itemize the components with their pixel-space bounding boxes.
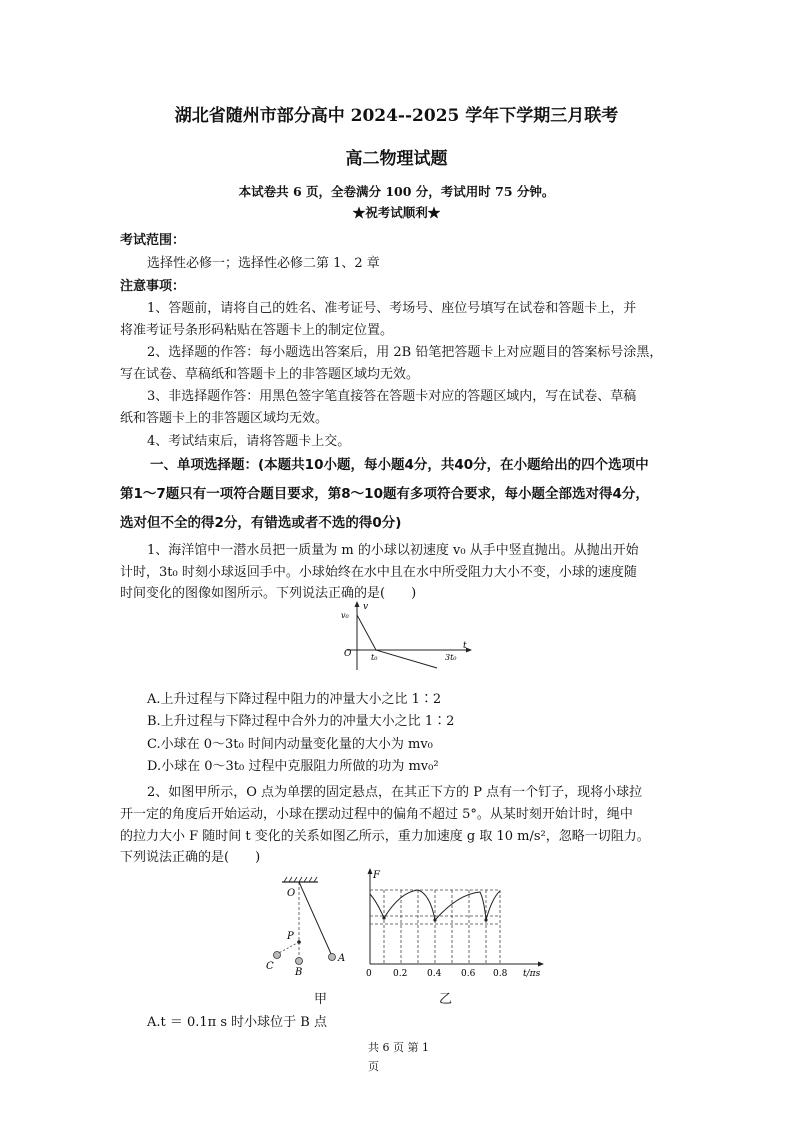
origin-label: O xyxy=(344,649,352,659)
label-o: O xyxy=(287,888,296,899)
q1-option-d: D.小球在 0～3t₀ 过程中克服阻力所做的功为 mv₀² xyxy=(147,759,439,774)
label-p: P xyxy=(287,931,294,942)
swing-left xyxy=(277,942,299,954)
pendulum-figure xyxy=(262,872,354,978)
t-label: t xyxy=(463,641,467,651)
notice-label: 注意事项： xyxy=(120,279,186,294)
ball-b xyxy=(296,958,303,965)
q2-option-a: A.t ＝ 0.1π s 时小球位于 B 点 xyxy=(147,1015,327,1030)
q2-line: 的拉力大小 F 随时间 t 变化的关系如图乙所示，重力加速度 g 取 10 m/s²，忽略一切阻力。 xyxy=(120,829,650,844)
section-heading: 选对但不全的得2分，有错选或者不选的得0分) xyxy=(120,515,402,531)
ball-c xyxy=(274,952,281,959)
label-b: B xyxy=(295,967,303,978)
q2-line: 2、如图甲所示，O 点为单摆的固定悬点，在其正下方的 P 点有一个钉子，现将小球拉 xyxy=(147,785,643,800)
notice-line: 2、选择题的作答：每小题选出答案后，用 2B 铅笔把答题卡上对应题目的答案标号涂黑， xyxy=(147,345,663,360)
origin-0: 0 xyxy=(366,969,372,979)
notice-line: 纸和答题卡上的非答题区域均无效。 xyxy=(120,411,329,426)
notice-line: 1、答题前，请将自己的姓名、准考证号、考场号、座位号填写在试卷和答题卡上，并 xyxy=(147,301,637,316)
v-label: v xyxy=(363,602,369,612)
q1-vt-graph xyxy=(335,598,475,678)
fig-b-caption: 乙 xyxy=(439,992,453,1007)
label-c: C xyxy=(266,961,274,972)
ball-a xyxy=(329,954,336,961)
section-heading: 第1～7题只有一项符合题目要求，第8～10题有多项符合要求，每小题全部选对得4分， xyxy=(120,486,649,502)
q1-option-c: C.小球在 0～3t₀ 时间内动量变化量的大小为 mv₀ xyxy=(147,737,433,752)
t0-label: t₀ xyxy=(371,653,378,662)
notice-line: 3、非选择题作答：用黑色签字笔直接答在答题卡对应的答题区域内，写在试卷、草稿 xyxy=(147,389,637,404)
nail-p xyxy=(297,940,301,944)
rise-line xyxy=(357,615,376,650)
q1-line: 计时，3t₀ 时刻小球返回手中。小球始终在水中且在水中所受阻力大小不变，小球的速度随 xyxy=(120,565,637,580)
q1-line: 时间变化的图像如图所示。下列说法正确的是( ) xyxy=(120,586,417,601)
notice-line: 4、考试结束后，请将答题卡上交。 xyxy=(147,434,351,449)
q1-line: 1、海洋馆中一潜水员把一质量为 m 的小球以初速度 v₀ 从手中竖直抛出。从抛出开始 xyxy=(147,543,639,558)
tick-06: 0.6 xyxy=(461,969,476,979)
page-footer-line1: 共 6 页 第 1 xyxy=(368,1041,429,1054)
f-label: F xyxy=(373,870,380,881)
fall-line xyxy=(376,650,437,668)
q1-option-b: B.上升过程与下降过程中合外力的冲量大小之比 1∶2 xyxy=(147,714,455,729)
label-a: A xyxy=(338,953,346,964)
t3-label: 3t₀ xyxy=(445,653,457,662)
fig-a-caption: 甲 xyxy=(314,992,328,1007)
exam-info: 本试卷共 6 页，全卷满分 100 分，考试用时 75 分钟。 xyxy=(238,184,555,199)
v-axis-arrow xyxy=(355,601,360,607)
q1-option-a: A.上升过程与下降过程中阻力的冲量大小之比 1∶2 xyxy=(147,692,442,707)
v0-label: v₀ xyxy=(341,611,349,620)
q2-line: 下列说法正确的是( ) xyxy=(120,850,261,865)
tick-02: 0.2 xyxy=(393,969,408,979)
exam-wish: ★祝考试顺利★ xyxy=(352,205,441,220)
pendulum-string xyxy=(299,882,332,956)
tick-08: 0.8 xyxy=(493,969,508,979)
notice-line: 将准考证号条形码粘贴在答题卡上的制定位置。 xyxy=(120,323,394,338)
scope-label: 考试范围： xyxy=(120,233,186,248)
scope-text: 选择性必修一；选择性必修二第 1、2 章 xyxy=(147,256,380,271)
t-unit-label: t/πs xyxy=(523,969,541,979)
section-heading: 一、单项选择题：(本题共10小题，每小题4分，共40分，在小题给出的四个选项中 xyxy=(150,457,649,473)
tick-04: 0.4 xyxy=(427,969,442,979)
notice-line: 写在试卷、草稿纸和答题卡上的非答题区域均无效。 xyxy=(120,367,420,382)
exam-subtitle: 高二物理试题 xyxy=(345,149,448,169)
force-time-graph xyxy=(360,864,560,982)
t-axis-arrow xyxy=(466,648,472,653)
q2-line: 开一定的角度后开始运动，小球在摆动过程中的偏角不超过 5°。从某时刻开始计时，绳中 xyxy=(120,807,633,822)
page-footer-line2: 页 xyxy=(368,1060,379,1073)
exam-title: 湖北省随州市部分高中 2024--2025 学年下学期三月联考 xyxy=(174,106,619,126)
